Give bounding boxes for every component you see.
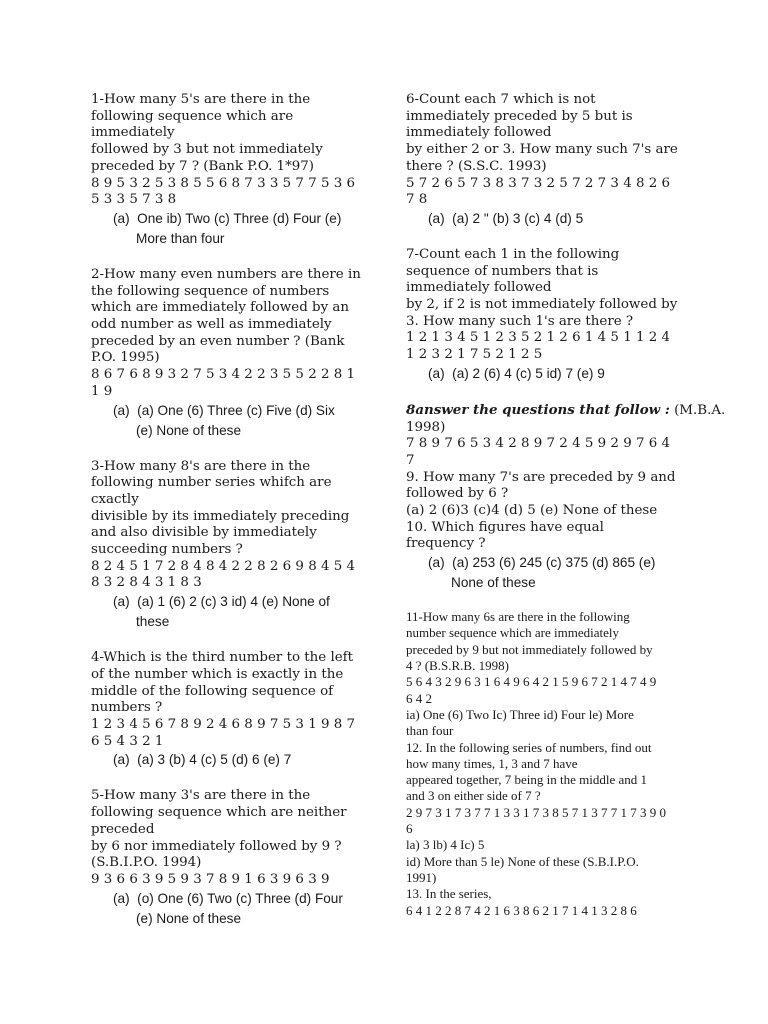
question-4-sequence: 6 5 4 3 2 1 — [91, 733, 164, 749]
question-3-line: 3-How many 8's are there in the — [91, 458, 311, 474]
question-5-line: 5-How many 3's are there in the — [91, 788, 311, 804]
question-3-line: divisible by its immediately preceding — [91, 508, 350, 524]
question-4-line: numbers ? — [91, 700, 163, 716]
question-3-line: and also divisible by immediately — [91, 525, 317, 541]
question-6-options: (a) (a) 2 " (b) 3 (c) 4 (d) 5 — [428, 210, 584, 226]
question-1-line: followed by 3 but not immediately — [91, 142, 323, 158]
question-3-line: following number series whifch are — [91, 475, 332, 491]
question-12-options: 1991) — [406, 869, 437, 885]
question-6-sequence: 5 7 2 6 5 7 3 8 3 7 3 2 5 7 2 7 3 4 8 2 6 — [406, 175, 671, 191]
left-column — [91, 92, 369, 947]
question-11-options: ia) One (6) Two Ic) Three id) Four le) More — [406, 706, 634, 722]
question-8-sequence: 7 8 9 7 6 5 3 4 2 8 9 7 2 4 5 9 2 9 7 6 4 — [406, 436, 671, 452]
question-7 — [406, 247, 680, 384]
question-7-line: immediately followed — [406, 280, 552, 296]
question-12-options: id) More than 5 le) None of these (S.B.I.P.O. — [406, 853, 639, 869]
question-11-options: than four — [406, 723, 454, 739]
question-12-options: la) 3 lb) 4 Ic) 5 — [406, 837, 485, 853]
question-12-sequence: 2 9 7 3 1 7 3 7 7 1 3 3 1 7 3 8 5 7 1 3 7 7 1 7 3 9 0 — [406, 804, 666, 820]
question-7-line: by 2, if 2 is not immediately followed by — [406, 297, 678, 313]
question-3 — [91, 459, 369, 633]
question-10-options: None of these — [451, 575, 536, 591]
question-11-line: preceded by 9 but not immediately followed by — [406, 641, 653, 657]
question-13-line: 13. In the series, — [406, 886, 492, 902]
question-1-sequence: 5 3 3 5 7 3 8 — [91, 192, 177, 208]
question-7-sequence: 1 2 1 3 4 5 1 2 3 5 2 1 2 6 1 4 5 1 1 2 4 — [406, 330, 671, 346]
question-4-line: middle of the following sequence of — [91, 683, 334, 699]
question-8-heading-bold: 8answer the questions that follow : — [406, 401, 670, 418]
question-5-line: by 6 nor immediately followed by 9 ? — [91, 838, 342, 854]
question-8-heading-rest: (M.B.A. — [669, 402, 726, 418]
question-9-line: followed by 6 ? — [406, 486, 509, 502]
question-12-sequence: 6 — [406, 821, 413, 837]
question-5-line: preceded — [91, 821, 155, 837]
question-3-line: succeeding numbers ? — [91, 542, 243, 558]
question-6-line: there ? (S.S.C. 1993) — [406, 158, 547, 174]
question-1-line: following sequence which are — [91, 108, 294, 124]
question-5-line: following sequence which are neither — [91, 805, 347, 821]
question-7-line: 7-Count each 1 in the following — [406, 246, 620, 262]
question-5 — [91, 788, 369, 928]
question-11-line: 11-How many 6s are there in the following — [406, 609, 630, 625]
question-11-sequence: 6 4 2 — [406, 690, 432, 706]
question-13-sequence: 6 4 1 2 2 8 7 4 2 1 6 3 8 6 2 1 7 1 4 1 3 2 8 6 — [406, 902, 637, 918]
question-6-sequence: 7 8 — [406, 192, 428, 208]
question-7-line: sequence of numbers that is — [406, 263, 599, 279]
question-3-sequence: 8 3 2 8 4 3 1 8 3 — [91, 575, 202, 591]
question-6 — [406, 92, 680, 229]
question-1-sequence: 8 9 5 3 2 5 3 8 5 5 6 8 7 3 3 5 7 7 5 3 6 — [91, 175, 356, 191]
question-2-line: P.O. 1995) — [91, 350, 160, 366]
question-11-13 — [406, 609, 680, 919]
question-3-options: these — [136, 614, 170, 630]
question-8 — [406, 401, 726, 593]
question-9-options: (a) 2 (6)3 (c)4 (d) 5 (e) None of these — [406, 503, 658, 519]
question-10-line: frequency ? — [406, 536, 486, 552]
question-1-line: 1-How many 5's are there in the — [91, 92, 311, 107]
question-11-line: number sequence which are immediately — [406, 625, 619, 641]
question-2-line: odd number as well as immediately — [91, 317, 332, 333]
question-2-options: (a) (a) One (6) Three (c) Five (d) Six — [113, 402, 335, 418]
question-4-sequence: 1 2 3 4 5 6 7 8 9 2 4 6 8 9 7 5 3 1 9 8 7 — [91, 716, 356, 732]
question-6-line: 6-Count each 7 which is not — [406, 92, 596, 107]
question-5-options: (e) None of these — [136, 910, 242, 926]
question-10-line: 10. Which figures have equal — [406, 519, 604, 535]
question-12-line: how many times, 1, 3 and 7 have — [406, 755, 578, 771]
question-2-options: (e) None of these — [136, 422, 242, 438]
question-6-line: immediately preceded by 5 but is — [406, 108, 633, 124]
right-column — [406, 92, 726, 937]
question-8-line: 1998) — [406, 419, 446, 435]
question-8-heading — [406, 401, 726, 420]
question-6-line: immediately followed — [406, 125, 552, 141]
question-2-line: which are immediately followed by an — [91, 300, 350, 316]
question-9-line: 9. How many 7's are preceded by 9 and — [406, 469, 676, 485]
question-2-line: the following sequence of numbers — [91, 283, 330, 299]
question-7-sequence: 1 2 3 2 1 7 5 2 1 2 5 — [406, 347, 543, 363]
question-5-line: (S.B.I.P.O. 1994) — [91, 855, 202, 871]
question-1 — [91, 92, 369, 249]
question-1-options: (a) One ib) Two (c) Three (d) Four (e) — [113, 210, 342, 226]
question-2-sequence: 1 9 — [91, 383, 113, 399]
question-2-sequence: 8 6 7 6 8 9 3 2 7 5 3 4 2 2 3 5 5 2 2 8 1 — [91, 367, 356, 383]
question-3-line: cxactly — [91, 491, 139, 507]
question-11-sequence: 5 6 4 3 2 9 6 3 1 6 4 9 6 4 2 1 5 9 6 7 2 1 4 7 4 9 — [406, 674, 657, 690]
question-4 — [91, 650, 369, 770]
question-7-line: 3. How many such 1's are there ? — [406, 313, 634, 329]
question-4-line: of the number which is exactly in the — [91, 666, 344, 682]
question-12-line: appeared together, 7 being in the middle and 1 — [406, 772, 647, 788]
question-10-options: (a) (a) 253 (6) 245 (c) 375 (d) 865 (e) — [428, 555, 656, 571]
question-5-options: (a) (o) One (6) Two (c) Three (d) Four — [113, 890, 343, 906]
question-4-line: 4-Which is the third number to the left — [91, 650, 354, 666]
question-1-options: More than four — [136, 230, 225, 246]
question-6-line: by either 2 or 3. How many such 7's are — [406, 142, 678, 158]
question-1-line: immediately — [91, 125, 175, 141]
question-5-sequence: 9 3 6 6 3 9 5 9 3 7 8 9 1 6 3 9 6 3 9 — [91, 871, 330, 887]
question-4-options: (a) (a) 3 (b) 4 (c) 5 (d) 6 (e) 7 — [113, 752, 292, 768]
question-12-line: 12. In the following series of numbers, find out — [406, 739, 652, 755]
question-12-line: and 3 on either side of 7 ? — [406, 788, 541, 804]
question-2-line: preceded by an even number ? (Bank — [91, 333, 345, 349]
question-1-line: preceded by 7 ? (Bank P.O. 1*97) — [91, 158, 315, 174]
question-2 — [91, 267, 369, 441]
question-11-line: 4 ? (B.S.R.B. 1998) — [406, 658, 509, 674]
question-8-sequence: 7 — [406, 452, 415, 468]
question-7-options: (a) (a) 2 (6) 4 (c) 5 id) 7 (e) 9 — [428, 365, 605, 381]
question-3-sequence: 8 2 4 5 1 7 2 8 4 8 4 2 2 8 2 6 9 8 4 5 4 — [91, 558, 356, 574]
question-2-line: 2-How many even numbers are there in — [91, 266, 361, 282]
question-3-options: (a) (a) 1 (6) 2 (c) 3 id) 4 (e) None of — [113, 594, 330, 610]
